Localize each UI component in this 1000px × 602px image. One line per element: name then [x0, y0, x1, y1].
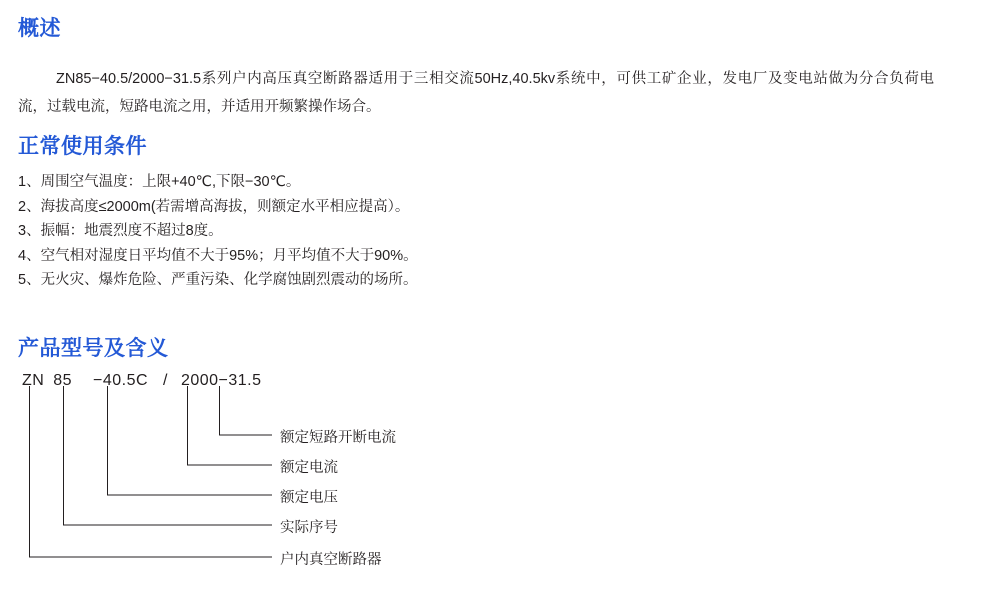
conditions-list [18, 170, 718, 293]
callout-label-rated-voltage: 额定电压 [280, 490, 338, 506]
model-callout-diagram [0, 360, 1000, 590]
list-item: 5、无火灾、爆炸危险、严重污染、化学腐蚀剧烈震动的场所。 [18, 272, 418, 288]
model-code-voltage: −40.5C [93, 372, 149, 389]
list-item: 4、空气相对湿度日平均值不大于95%；月平均值不大于90%。 [18, 247, 418, 264]
section-title-model: 产品型号及含义 [18, 337, 169, 360]
leader-line-4 [64, 386, 273, 525]
model-code-slash: / [163, 372, 168, 389]
callout-label-indoor-vacuum-circuit-breaker: 户内真空断路器 [280, 552, 382, 568]
list-item: 3、振幅：地震烈度不超过8度。 [18, 223, 223, 239]
leader-line-1 [220, 386, 273, 435]
callout-label-rated-short-circuit-breaking-current: 额定短路开断电流 [280, 430, 396, 446]
section-title-overview: 概述 [18, 17, 61, 40]
model-code-current: 2000−31.5 [180, 372, 262, 389]
callout-leader-lines [0, 360, 1000, 590]
section-title-conditions: 正常使用条件 [18, 135, 147, 158]
list-item: 2、海拔高度≤2000m(若需增高海拔，则额定水平相应提高）。 [18, 198, 410, 215]
model-code-prefix: ZN [22, 372, 45, 389]
list-item: 1、周围空气温度：上限+40℃,下限−30℃。 [18, 174, 301, 190]
leader-line-2 [188, 386, 273, 465]
callout-label-actual-serial-number: 实际序号 [280, 520, 338, 536]
leader-line-3 [108, 386, 273, 495]
callout-label-rated-current: 额定电流 [280, 460, 338, 476]
leader-line-5 [30, 386, 273, 557]
overview-paragraph: ZN85−40.5/2000−31.5系列户内高压真空断路器适用于三相交流50Hz,40.5kv系统中，可供工矿企业，发电厂及变电站做为分合负荷电流，过载电流，短路电流之用，并适用开频繁操作场合。 [18, 70, 934, 115]
model-code-serial: 85 [53, 372, 73, 389]
